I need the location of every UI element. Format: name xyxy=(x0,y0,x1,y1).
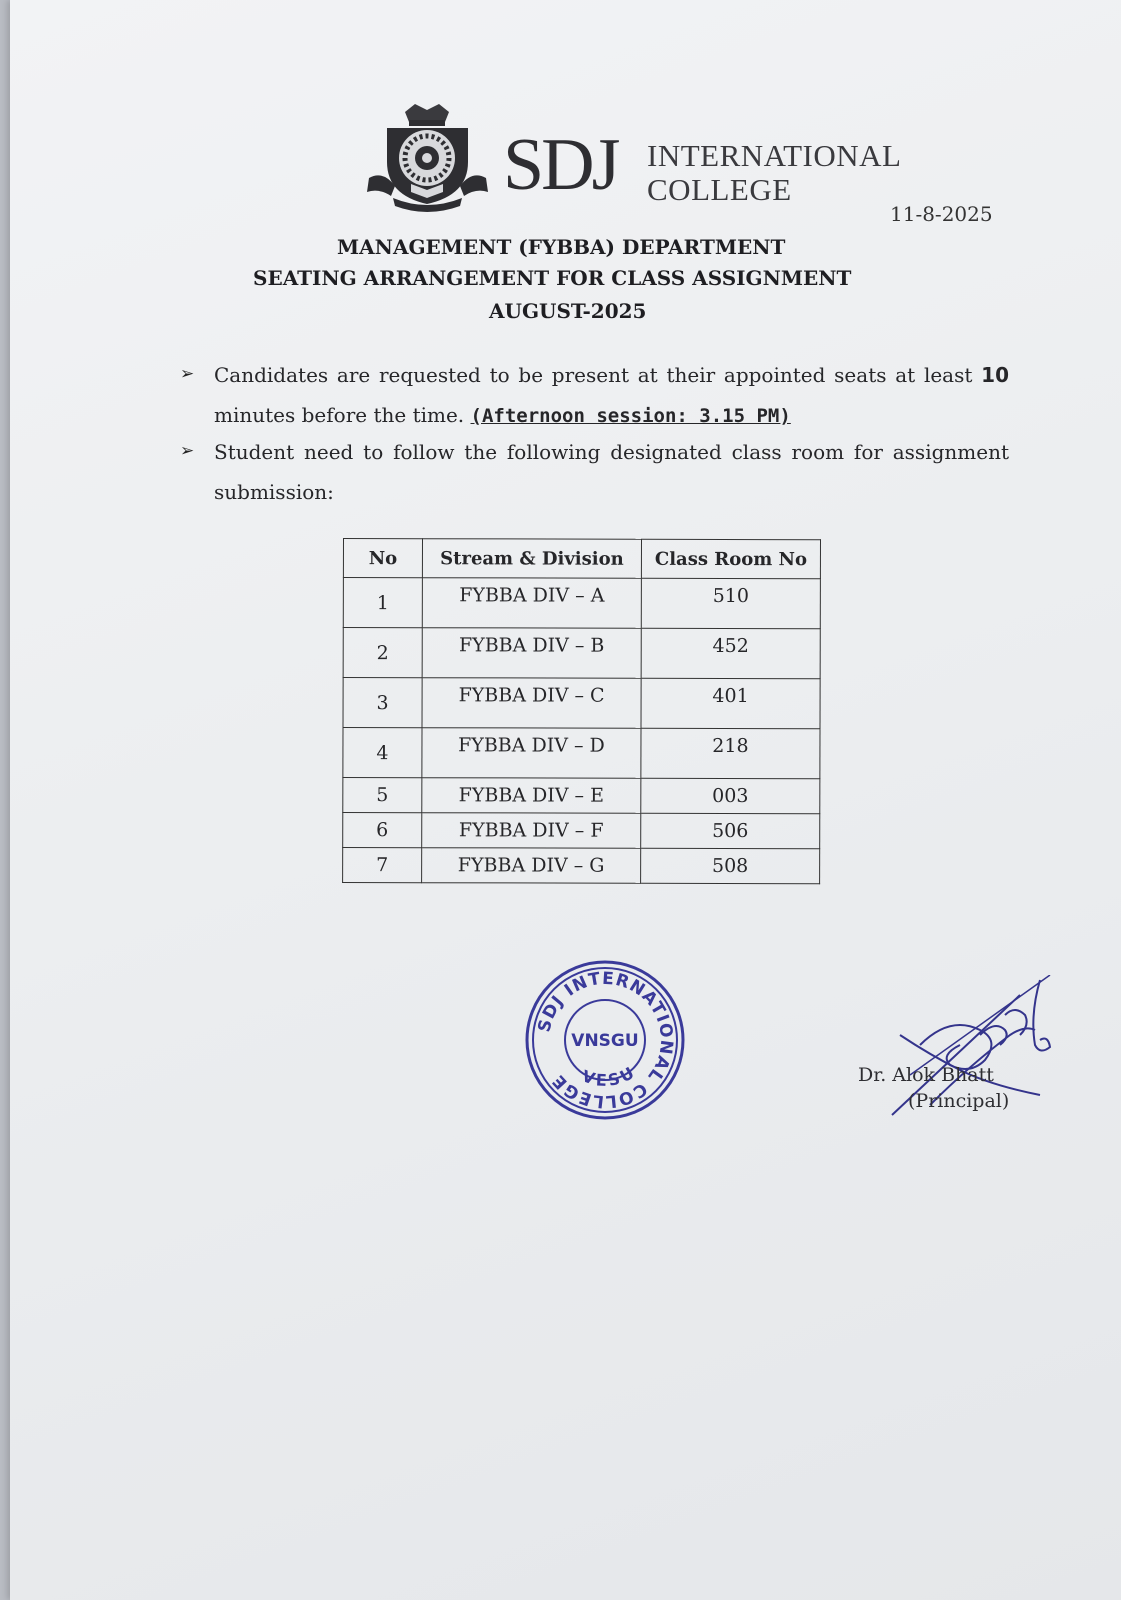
stamp-ring-text: SDJ INTERNATIONAL COLLEGE xyxy=(534,968,677,1112)
row-division: FYBBA DIV – D xyxy=(422,728,641,779)
row-room: 452 xyxy=(641,628,820,678)
heading-arrangement: SEATING ARRANGEMENT FOR CLASS ASSIGNMENT xyxy=(253,266,852,290)
signer-role: (Principal) xyxy=(908,1090,1010,1112)
row-division: FYBBA DIV – E xyxy=(422,778,641,814)
column-header-room: Class Room No xyxy=(641,539,820,578)
row-number: 1 xyxy=(343,578,422,628)
row-room: 508 xyxy=(641,848,820,883)
row-room: 003 xyxy=(641,778,820,813)
instruction-item-2: Student need to follow the following designated class room for assignment submission: xyxy=(214,440,1009,504)
row-room: 401 xyxy=(641,678,820,728)
table-row xyxy=(343,628,820,679)
table-header-row xyxy=(343,539,820,579)
column-header-division: Stream & Division xyxy=(422,539,641,579)
instruction-1-minutes: 10 xyxy=(981,363,1009,387)
instruction-item-1 xyxy=(214,355,1009,436)
column-header-no: No xyxy=(343,539,422,578)
instruction-1-text-end: minutes before the time. xyxy=(214,403,465,427)
table-row xyxy=(343,578,820,629)
table-row xyxy=(343,728,820,779)
row-number: 7 xyxy=(343,848,422,883)
heading-department: MANAGEMENT (FYBBA) DEPARTMENT xyxy=(337,235,786,259)
session-time: (Afternoon session: 3.15 PM) xyxy=(470,405,791,427)
row-room: 510 xyxy=(641,578,820,628)
arrow-bullet-icon: ➢ xyxy=(180,441,195,461)
row-number: 3 xyxy=(343,678,422,728)
college-name-line1: INTERNATIONAL xyxy=(647,138,902,173)
heading-month: AUGUST-2025 xyxy=(489,299,647,323)
instruction-1-text: Candidates are requested to be present at their appointed seats at least xyxy=(214,363,973,387)
row-division: FYBBA DIV – G xyxy=(422,848,641,884)
table-row xyxy=(343,848,820,884)
row-division: FYBBA DIV – F xyxy=(422,813,641,849)
college-brand-text: SDJ xyxy=(503,124,618,206)
row-division: FYBBA DIV – C xyxy=(422,678,641,729)
college-name-line2: COLLEGE xyxy=(647,172,792,207)
row-room: 218 xyxy=(641,728,820,778)
stamp-bottom-text: VESU xyxy=(579,1061,640,1091)
row-number: 6 xyxy=(343,813,422,848)
college-stamp xyxy=(523,958,687,1122)
signer-name: Dr. Alok Bhatt xyxy=(858,1064,994,1086)
stamp-center-text: VNSGU xyxy=(571,1031,639,1051)
row-number: 4 xyxy=(343,728,422,778)
college-crest-icon xyxy=(365,100,490,215)
document-page xyxy=(10,0,1121,1600)
table-row xyxy=(343,778,820,814)
row-room: 506 xyxy=(641,813,820,848)
notice-date: 11-8-2025 xyxy=(890,202,993,226)
row-division: FYBBA DIV – B xyxy=(422,628,641,679)
table-row xyxy=(343,678,820,729)
table-row xyxy=(343,813,820,849)
row-number: 2 xyxy=(343,628,422,678)
classroom-table xyxy=(342,538,821,884)
row-division: FYBBA DIV – A xyxy=(422,578,641,629)
arrow-bullet-icon: ➢ xyxy=(180,364,195,384)
row-number: 5 xyxy=(343,778,422,813)
